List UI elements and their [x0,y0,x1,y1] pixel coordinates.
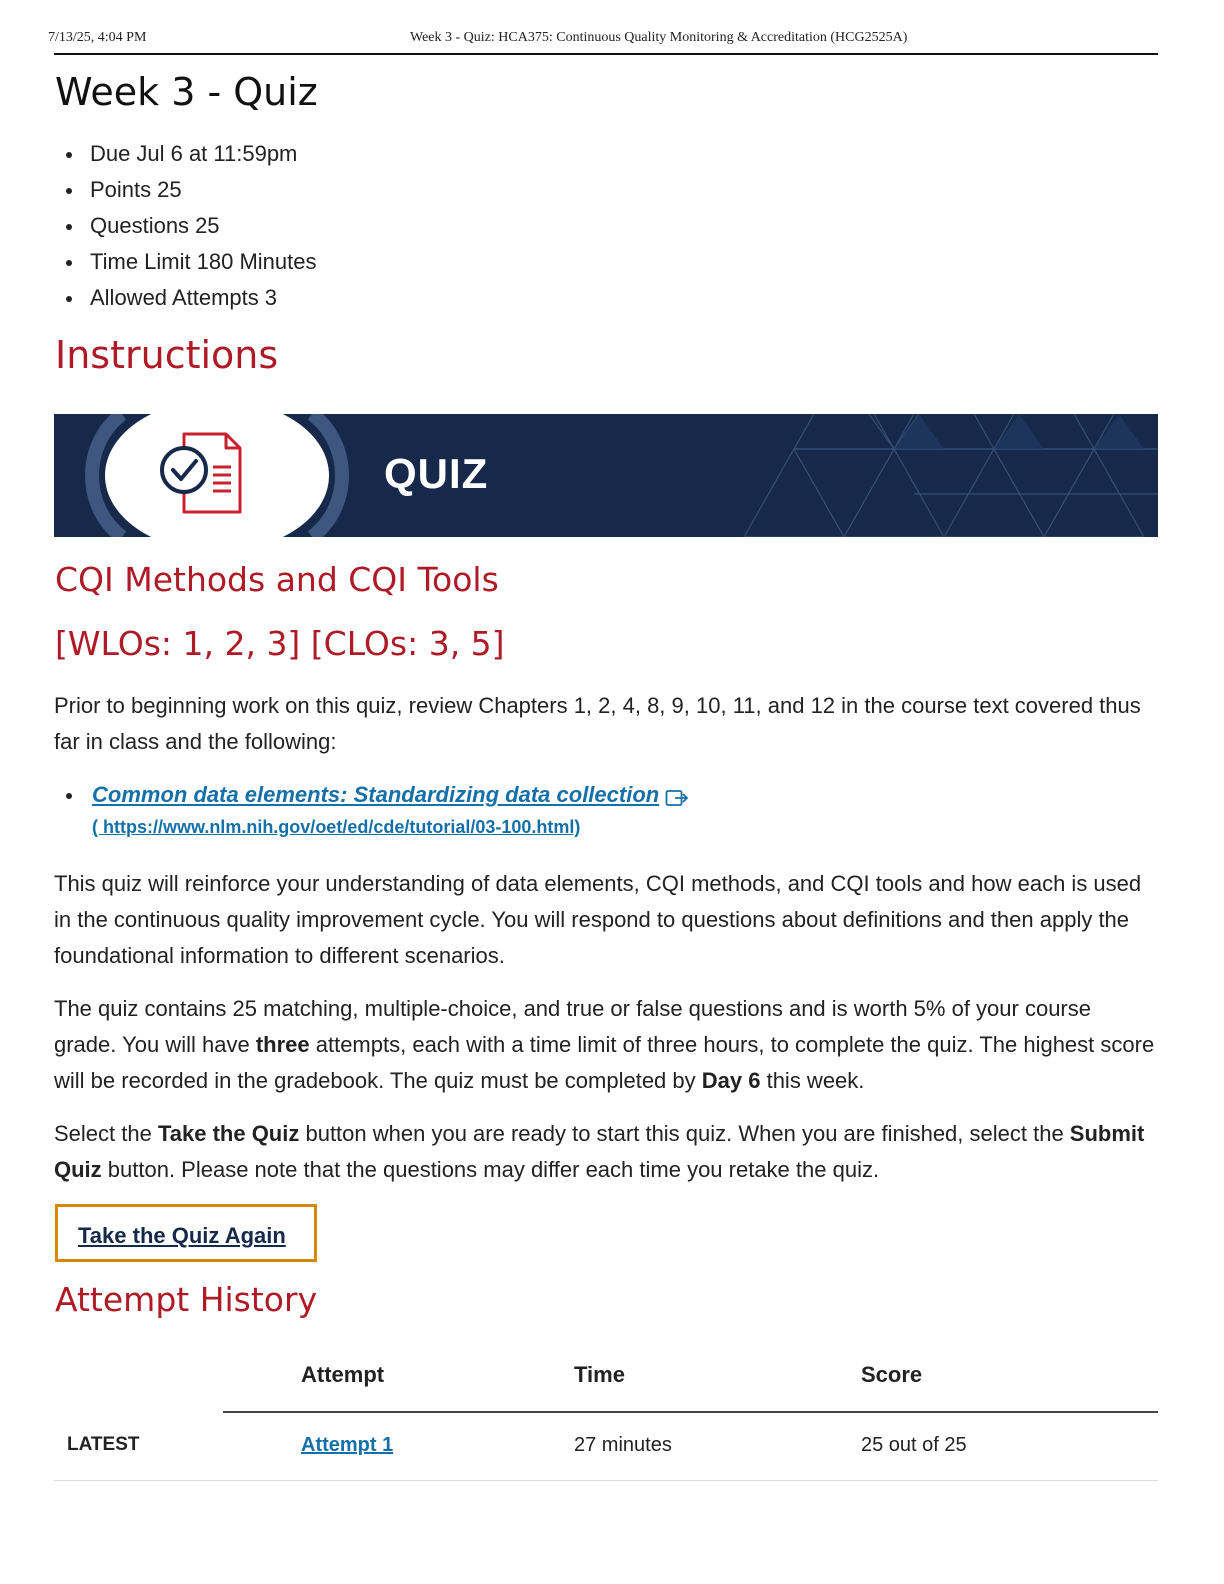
quiz-topic-heading: CQI Methods and CQI Tools [55,560,499,599]
grading-paragraph: The quiz contains 25 matching, multiple-choice, and true or false questions and is worth 5% of your course grade. You will have three attempts, each with a time limit of three hours, to complete the quiz. The highest score will be recorded in the gradebook. The quiz must be completed by Day 6 this week. [54,996,1155,1093]
column-header-time: Time [574,1362,625,1387]
banner-graphic [54,414,1158,537]
resource-list [62,778,689,842]
quiz-details-list [62,136,317,316]
table-header-divider [223,1411,1158,1413]
attempt-history-table [54,1350,1158,1484]
intro-paragraph: Prior to beginning work on this quiz, review Chapters 1, 2, 4, 8, 9, 10, 11, and 12 in the course text covered thus far in class and the following: [54,693,1141,754]
table-bottom-divider [54,1480,1158,1481]
print-header [48,30,1158,54]
quiz-banner [54,414,1158,537]
latest-badge: LATEST [67,1434,140,1455]
overview-paragraph: This quiz will reinforce your understanding of data elements, CQI methods, and CQI tools and how each is used in the continuous quality improvement cycle. You will respond to questions about definitions and then apply the foundational information to different scenarios. [54,871,1142,968]
attempt-link[interactable]: Attempt 1 [301,1434,394,1456]
external-link-icon[interactable] [665,788,689,808]
directions-paragraph: Select the Take the Quiz button when you are ready to start this quiz. When you are finished, select the Submit Quiz button. Please note that the questions may differ each time you retake the quiz. [54,1121,1145,1182]
quiz-questions: Questions 25 [62,208,317,244]
attempt-score: 25 out of 25 [861,1434,967,1456]
resource-item [62,778,689,842]
header-divider [54,53,1158,55]
attempt-time: 27 minutes [574,1434,672,1456]
column-header-score: Score [861,1362,923,1387]
banner-label: QUIZ [384,450,489,497]
resource-link[interactable]: Common data elements: Standardizing data collection [92,782,660,807]
quiz-allowed-attempts: Allowed Attempts 3 [62,280,317,316]
learning-outcomes-heading: [WLOs: 1, 2, 3] [CLOs: 3, 5] [55,624,505,663]
take-quiz-again-label[interactable]: Take the Quiz Again [78,1223,286,1248]
quiz-due: Due Jul 6 at 11:59pm [62,136,317,172]
quiz-points: Points 25 [62,172,317,208]
resource-url[interactable]: ( https://www.nlm.nih.gov/oet/ed/cde/tutorial/03-100.html) [92,817,581,837]
print-date: 7/13/25, 4:04 PM [48,30,147,45]
attempt-history-heading: Attempt History [55,1280,318,1319]
column-header-attempt: Attempt [301,1362,385,1387]
page-title: Week 3 - Quiz [55,70,318,114]
print-doc-title: Week 3 - Quiz: HCA375: Continuous Quality Monitoring & Accreditation (HCG2525A) [410,30,908,45]
take-quiz-again-button[interactable] [55,1204,317,1262]
quiz-time-limit: Time Limit 180 Minutes [62,244,317,280]
instructions-heading: Instructions [55,333,279,377]
